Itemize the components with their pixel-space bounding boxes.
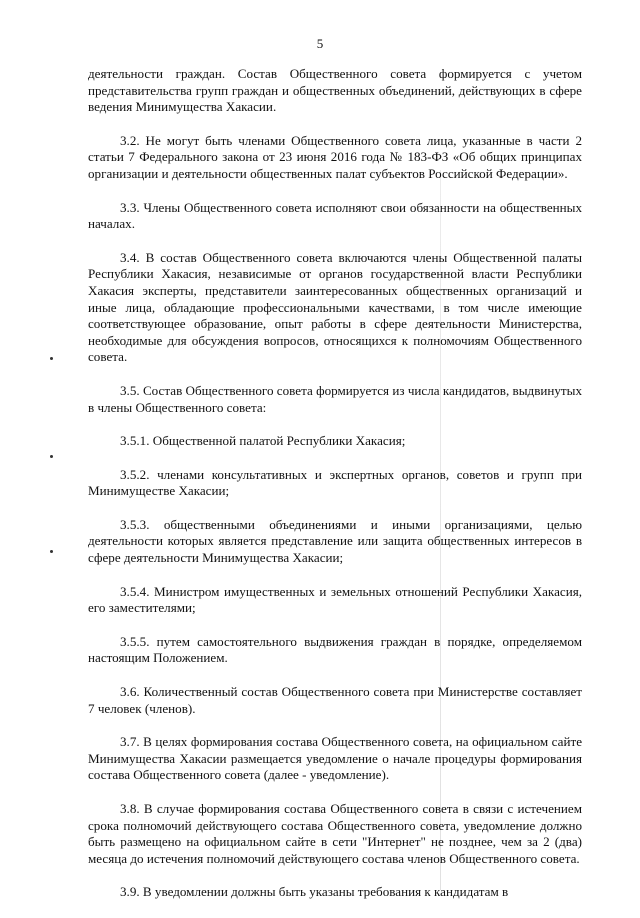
scan-speck <box>50 357 53 360</box>
paragraph-3-3: 3.3. Члены Общественного совета исполняют свои обязанности на общественных началах. <box>88 199 582 232</box>
paragraph-3-7: 3.7. В целях формирования состава Общественного совета, на официальном сайте Минимущества Хакасии размещается уведомление о начале процедуры формирования состава Общественного совета (далее - уведомление). <box>88 734 582 783</box>
paragraph-3-5-4: 3.5.4. Министром имущественных и земельных отношений Республики Хакасия, его заместителями; <box>88 583 582 616</box>
document-body <box>88 66 582 918</box>
paragraph-3-9: 3.9. В уведомлении должны быть указаны требования к кандидатам в <box>120 884 509 900</box>
scan-speck <box>50 455 53 458</box>
paragraph-3-4: 3.4. В состав Общественного совета включаются члены Общественной палаты Республики Хакасия, независимые от органов государственной власти Республики Хакасия эксперты, представители заинтересованных общественных организаций и иные лица, обладающие профессиональными качествами, в том числе имеющие соответствующее образование, опыт работы в сфере деятельности Министерства, необходимые для обсуждения вопросов, относящихся к полномочиям Общественного совета. <box>88 249 582 365</box>
paragraph-3-6: 3.6. Количественный состав Общественного совета при Министерстве составляет 7 человек (членов). <box>88 684 582 716</box>
paragraph-3-8: 3.8. В случае формирования состава Общественного совета в связи с истечением срока полномочий действующего состава Общественного совета, уведомление должно быть размещено на официальном сайте в сети "Интернет" не позднее, чем за 2 (два) месяца до истечения полномочий действующего состава членов Общественного совета. <box>88 801 582 866</box>
scan-speck <box>50 550 53 553</box>
paragraph-3-5-1: 3.5.1. Общественной палатой Республики Хакасия; <box>120 433 406 449</box>
paragraph-continuation: деятельности граждан. Состав Общественного совета формируется с учетом представительства групп граждан и общественных объединений, действующих в сфере ведения Минимущества Хакасии. <box>88 66 582 115</box>
paragraph-3-5-3: 3.5.3. общественными объединениями и иными организациями, целью деятельности которых является представление или защита общественных интересов в сфере деятельности Минимущества Хакасии; <box>88 516 582 566</box>
paragraph-3-5-5: 3.5.5. путем самостоятельного выдвижения граждан в порядке, определяемом настоящим Положением. <box>88 633 582 666</box>
paragraph-3-5-2: 3.5.2. членами консультативных и экспертных органов, советов и групп при Минимуществе Хакасии; <box>88 466 582 499</box>
paragraph-3-5: 3.5. Состав Общественного совета формируется из числа кандидатов, выдвинутых в члены Общественного совета: <box>88 382 582 415</box>
page-number: 5 <box>316 36 324 51</box>
paragraph-3-2: 3.2. Не могут быть членами Общественного совета лица, указанные в части 2 статьи 7 Федерального закона от 23 июня 2016 года № 183-ФЗ «Об общих принципах организации и деятельности общественных палат субъектов Российской Федерации». <box>88 132 582 181</box>
